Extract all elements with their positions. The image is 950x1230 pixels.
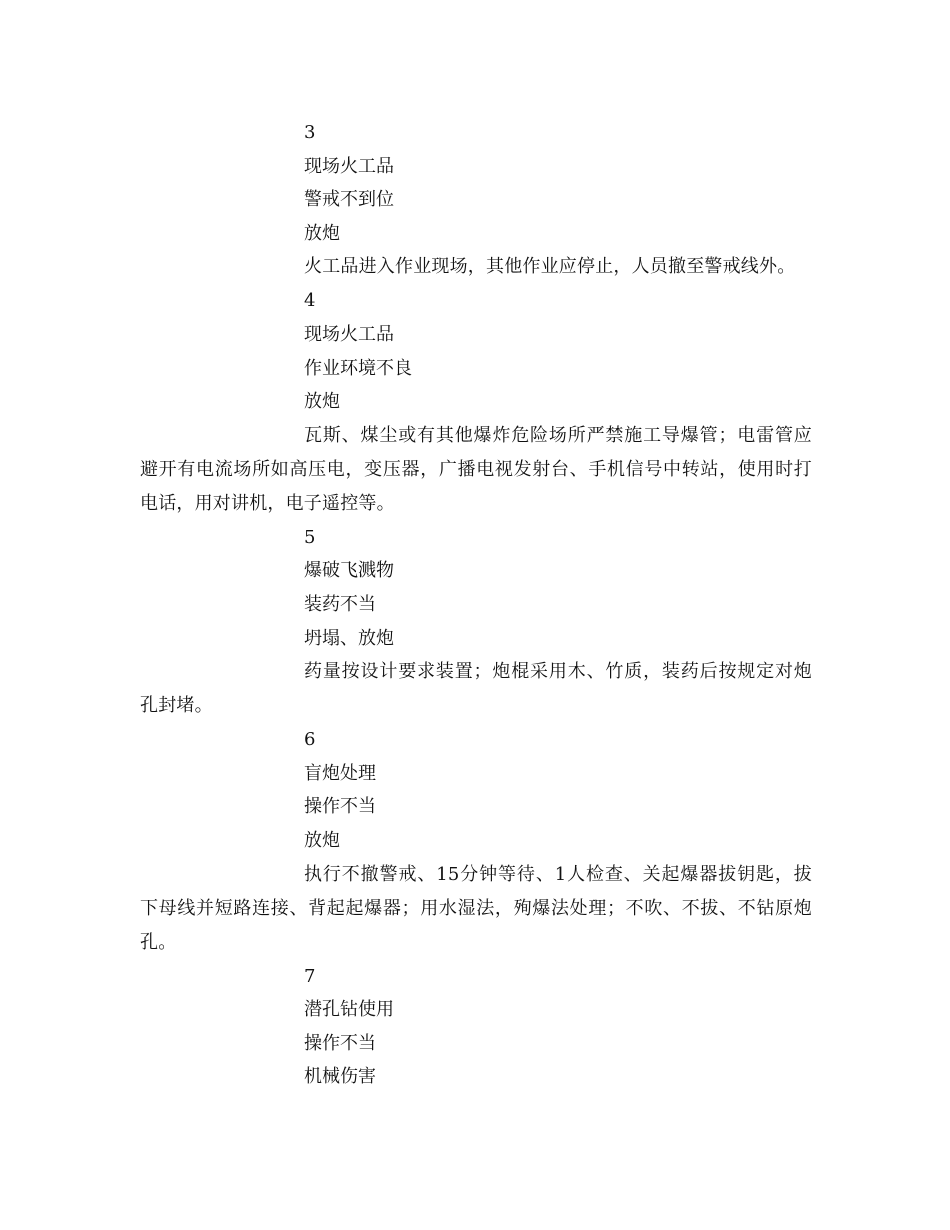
hazard-cause: 装药不当 [304, 593, 376, 615]
control-measures: 瓦斯、煤尘或有其他爆炸危险场所严禁施工导爆管；电雷管应避开有电流场所如高压电，变压器，广播电视发射台、手机信号中转站，使用时打电话，用对讲机，电子遥控等。 [140, 424, 812, 514]
hazard-name: 现场火工品 [304, 323, 394, 345]
control-measures: 火工品进入作业现场，其他作业应停止，人员撤至警戒线外。 [304, 256, 796, 278]
item-number: 6 [304, 729, 316, 751]
control-measures: 执行不撤警戒、15分钟等待、1人检查、关起爆器拔钥匙，拔下母线并短路连接、背起起爆器；用水湿法，殉爆法处理；不吹、不拔、不钻原炮孔。 [140, 863, 812, 953]
item-number: 3 [304, 122, 316, 143]
hazard-cause: 警戒不到位 [304, 189, 394, 211]
hazard-consequence: 放炮 [304, 222, 340, 244]
item-number: 5 [304, 526, 316, 548]
hazard-cause: 操作不当 [304, 1032, 376, 1054]
control-measures: 药量按设计要求装置；炮棍采用木、竹质，装药后按规定对炮孔封堵。 [140, 661, 812, 717]
hazard-consequence: 坍塌、放炮 [304, 627, 394, 649]
hazard-name: 现场火工品 [304, 155, 394, 177]
hazard-name: 爆破飞溅物 [304, 560, 394, 582]
item-number: 7 [304, 965, 316, 987]
hazard-consequence: 放炮 [304, 391, 340, 413]
item-number: 4 [304, 290, 316, 312]
hazard-name: 盲炮处理 [304, 762, 376, 784]
document-body [140, 116, 812, 1094]
hazard-cause: 操作不当 [304, 796, 376, 818]
hazard-consequence: 机械伤害 [304, 1066, 376, 1088]
hazard-name: 潜孔钻使用 [304, 999, 394, 1021]
hazard-consequence: 放炮 [304, 829, 340, 851]
hazard-cause: 作业环境不良 [304, 357, 412, 379]
